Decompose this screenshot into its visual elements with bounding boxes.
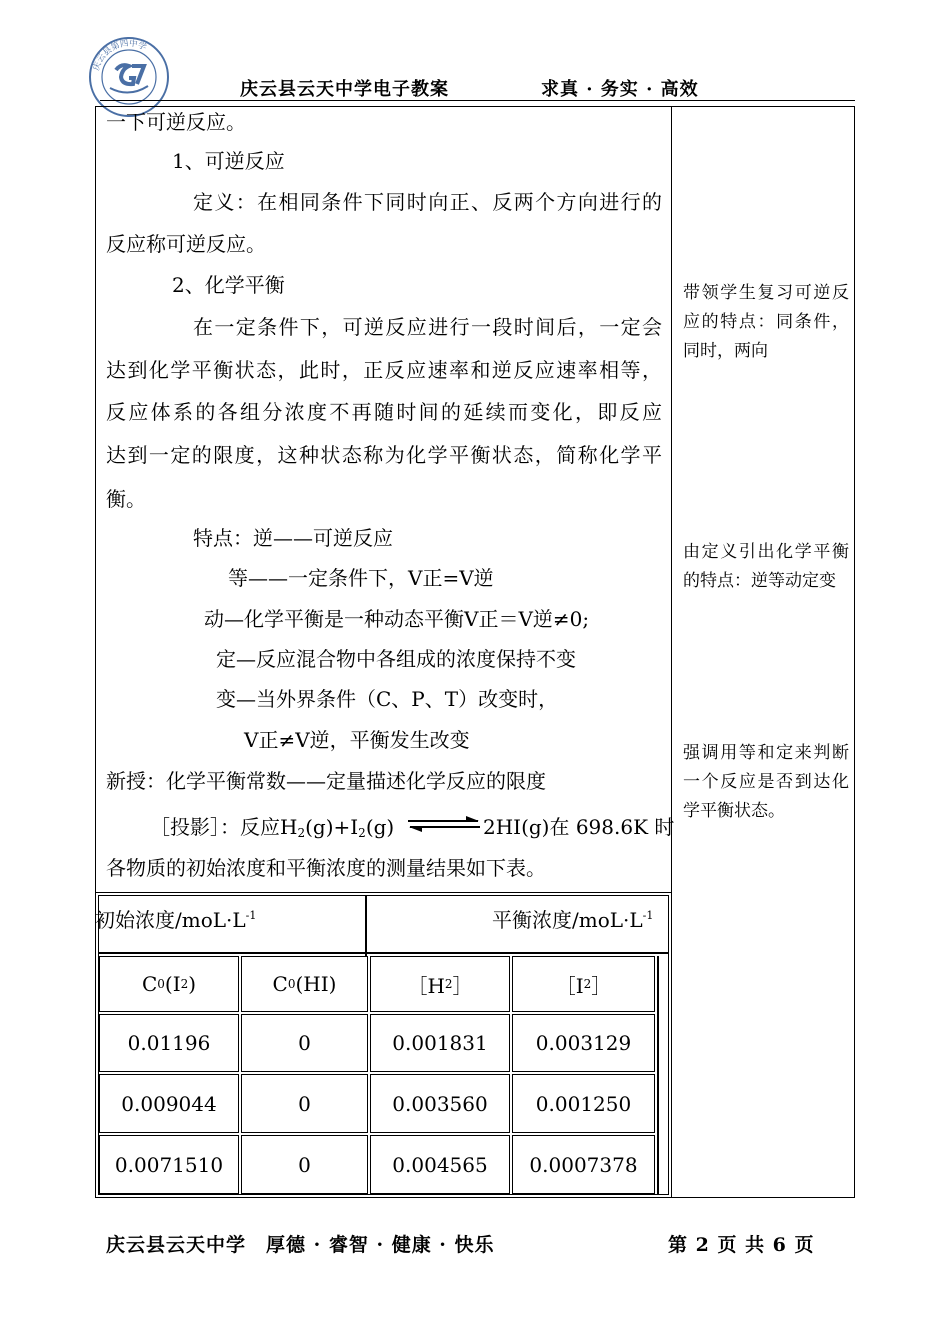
table-cell: 0.01196 bbox=[99, 1014, 239, 1072]
paragraph-line5: 衡。 bbox=[106, 487, 146, 511]
feature-fixed: 定—反应混合物中各组成的浓度保持不变 bbox=[216, 647, 576, 671]
header-rule bbox=[100, 100, 855, 101]
table-cell: 0.0071510 bbox=[99, 1135, 239, 1194]
header-divider bbox=[365, 895, 367, 957]
paragraph-line3: 反应体系的各组分浓度不再随时间的延续而变化，即反应 bbox=[106, 400, 662, 424]
table-cell: 0.004565 bbox=[370, 1135, 510, 1194]
heading-equilibrium: 2、化学平衡 bbox=[172, 273, 285, 297]
paragraph-line2: 达到化学平衡状态，此时，正反应速率和逆反应速率相等， bbox=[106, 358, 662, 382]
col-header-c0-hi: C 0 (HI) bbox=[241, 956, 368, 1012]
header-motto: 求真 · 务实 · 高效 bbox=[541, 79, 699, 100]
note-features: 由定义引出化学平衡的特点：逆等动定变 bbox=[683, 542, 849, 591]
footer-school-motto: 庆云县云天中学 厚德 · 睿智 · 健康 · 快乐 bbox=[106, 1234, 495, 1256]
note-emphasis: 强调用等和定来判断一个反应是否到达化学平衡状态。 bbox=[683, 743, 849, 821]
initial-concentration-label: 初始浓度$/moL\cdot L^{-1}$ bbox=[95, 908, 257, 932]
svg-text:庆云县第四中学: 庆云县第四中学 bbox=[91, 38, 148, 73]
table-cell: 0.0007378 bbox=[512, 1135, 655, 1194]
feature-dynamic: 动—化学平衡是一种动态平衡V正＝V逆≠0; bbox=[204, 607, 590, 631]
concentration-table bbox=[95, 892, 672, 1198]
definition-line1: 定义：在相同条件下同时向正、反两个方向进行的 bbox=[193, 190, 662, 214]
feature-reverse: 特点：逆——可逆反应 bbox=[193, 526, 393, 550]
header-school-title: 庆云县云天中学电子教案 bbox=[240, 79, 449, 100]
table-cell: 0.003560 bbox=[370, 1074, 510, 1133]
heading-reversible: 1、可逆反应 bbox=[172, 149, 285, 173]
col-header-h2: ［H 2 ］ bbox=[370, 956, 510, 1012]
projection-reaction: ［投影］：反应$H_2(g)+I_2(g)$ bbox=[150, 815, 395, 840]
projection-line2: 各物质的初始浓度和平衡浓度的测量结果如下表。 bbox=[106, 856, 546, 880]
new-lesson-line: 新授：化学平衡常数——定量描述化学反应的限度 bbox=[106, 769, 546, 793]
table-right-rule bbox=[657, 956, 659, 1194]
table-cell: 0.003129 bbox=[512, 1014, 655, 1072]
paragraph-line4: 达到一定的限度，这种状态称为化学平衡状态，简称化学平 bbox=[106, 443, 662, 467]
definition-line2: 反应称可逆反应。 bbox=[106, 232, 266, 256]
footer-page-number: 第 2 页 共 6 页 bbox=[668, 1234, 815, 1256]
note-review: 带领学生复习可逆反应的特点：同条件，同时，两向 bbox=[683, 283, 849, 361]
header-underline bbox=[98, 952, 669, 954]
table-cell: 0.009044 bbox=[99, 1074, 239, 1133]
projection-condition: 2HI(g)在 698.6K 时 bbox=[483, 815, 675, 839]
feature-equal: 等——一定条件下，V正=V逆 bbox=[228, 566, 494, 590]
table-cell: 0 bbox=[241, 1074, 368, 1133]
col-header-c0-i2: C 0 (I 2 ) bbox=[99, 956, 239, 1012]
table-cell: 0.001250 bbox=[512, 1074, 655, 1133]
equilibrium-arrows-icon bbox=[406, 815, 482, 833]
equilibrium-concentration-label: 平衡浓度$/moL\cdot L^{-1}$ bbox=[492, 908, 654, 932]
intro-line: 一下可逆反应。 bbox=[106, 110, 246, 134]
feature-change: 变—当外界条件（C、P、T）改变时， bbox=[216, 687, 559, 711]
paragraph-line1: 在一定条件下，可逆反应进行一段时间后，一定会 bbox=[193, 315, 662, 339]
feature-change-result: V正≠V逆，平衡发生改变 bbox=[244, 728, 470, 752]
table-cell: 0.001831 bbox=[370, 1014, 510, 1072]
col-header-i2: ［I 2 ］ bbox=[512, 956, 655, 1012]
table-cell: 0 bbox=[241, 1135, 368, 1194]
table-cell: 0 bbox=[241, 1014, 368, 1072]
